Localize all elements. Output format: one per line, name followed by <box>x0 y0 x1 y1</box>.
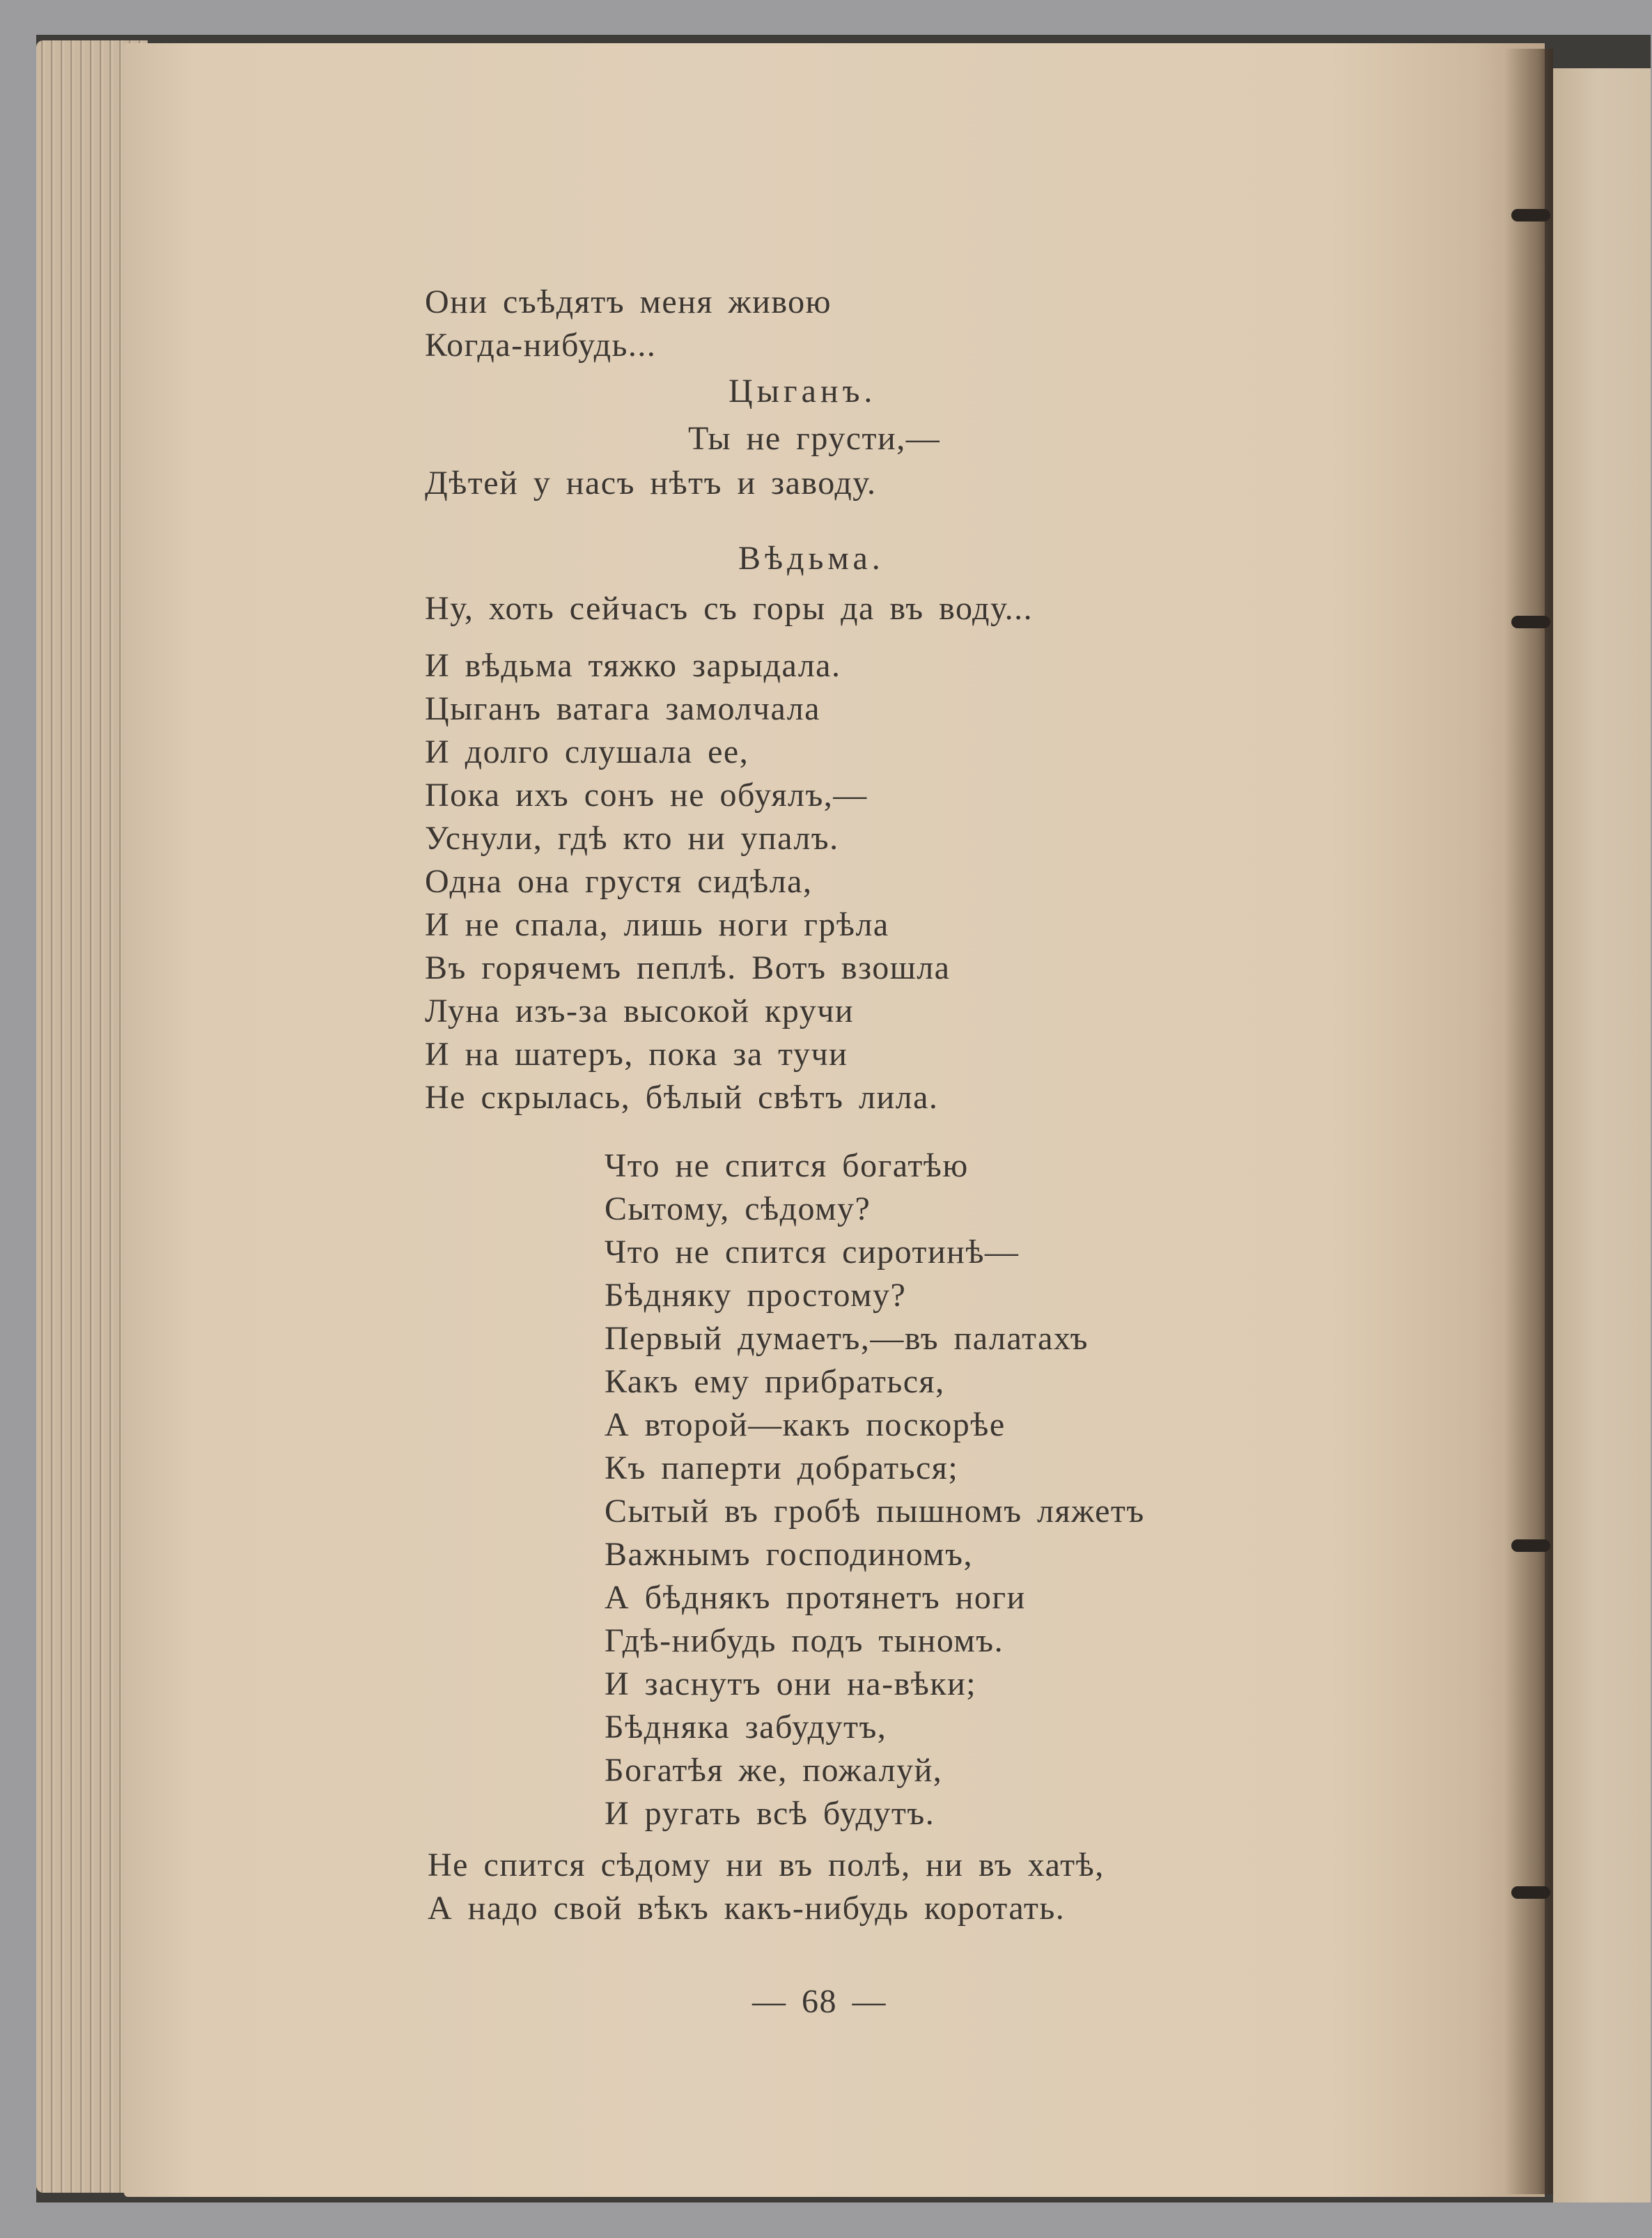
poem-line: Луна изъ-за высокой кручи <box>425 993 855 1029</box>
poem-line: И не спала, лишь ноги грѣла <box>425 906 889 943</box>
poem-line: И долго слушала ее, <box>425 733 749 770</box>
poem-line: Не спится сѣдому ни въ полѣ, ни въ хатѣ, <box>428 1847 1105 1883</box>
poem-line: Ну, хоть сейчасъ съ горы да въ воду... <box>425 590 1034 627</box>
poem-line: Они съѣдятъ меня живою <box>425 283 832 320</box>
song-line: И ругать всѣ будутъ. <box>605 1795 935 1832</box>
binding-stitch <box>1511 1539 1550 1552</box>
binding-stitch <box>1511 1886 1550 1899</box>
song-line: И заснутъ они на-вѣки; <box>605 1665 977 1702</box>
speaker-heading: Цыганъ. <box>728 373 877 410</box>
poem-line: И вѣдьма тяжко зарыдала. <box>425 647 841 684</box>
poem-line: Одна она грустя сидѣла, <box>425 863 813 900</box>
poem-line: Не скрылась, бѣлый свѣтъ лила. <box>425 1079 939 1116</box>
song-line: Какъ ему прибраться, <box>605 1363 945 1400</box>
binding-stitch <box>1511 209 1550 222</box>
song-line: Важнымъ господиномъ, <box>605 1536 973 1573</box>
speaker-heading: Вѣдьма. <box>738 540 885 577</box>
song-line: Богатѣя же, пожалуй, <box>605 1752 943 1789</box>
song-line: Бѣдняку простому? <box>605 1277 907 1314</box>
song-line: Къ паперти добраться; <box>605 1450 959 1486</box>
song-line: Гдѣ-нибудь подъ тыномъ. <box>605 1622 1004 1659</box>
binding-stitch <box>1511 616 1550 628</box>
song-line: Что не спится сиротинѣ— <box>605 1234 1020 1270</box>
poem-line: Пока ихъ сонъ не обуялъ,— <box>425 777 868 814</box>
poem-line: Цыганъ ватага замолчала <box>425 690 820 727</box>
binding-gutter <box>1504 49 1553 2194</box>
page-number: — 68 — <box>752 1983 887 2020</box>
poem-line: Уснули, гдѣ кто ни упалъ. <box>425 820 839 857</box>
poem-line: Ты не грусти,— <box>688 420 941 457</box>
song-line: Что не спится богатѣю <box>605 1147 969 1184</box>
poem-line: А надо свой вѣкъ какъ-нибудь коротать. <box>428 1890 1066 1927</box>
poem-line: Когда-нибудь... <box>425 327 657 364</box>
song-line: А бѣднякъ протянетъ ноги <box>605 1579 1026 1616</box>
poem-line: Дѣтей у насъ нѣтъ и заводу. <box>425 465 877 502</box>
poem-line: И на шатеръ, пока за тучи <box>425 1036 848 1073</box>
facing-page-edge <box>1553 68 1651 2202</box>
song-line: Бѣдняка забудутъ, <box>605 1709 887 1746</box>
poem-line: Въ горячемъ пеплѣ. Вотъ взошла <box>425 949 951 986</box>
song-line: Первый думаетъ,—въ палатахъ <box>605 1320 1089 1357</box>
song-line: Сытый въ гробѣ пышномъ ляжетъ <box>605 1493 1145 1530</box>
song-line: Сытому, сѣдому? <box>605 1190 871 1227</box>
song-line: А второй—какъ поскорѣе <box>605 1406 1006 1443</box>
